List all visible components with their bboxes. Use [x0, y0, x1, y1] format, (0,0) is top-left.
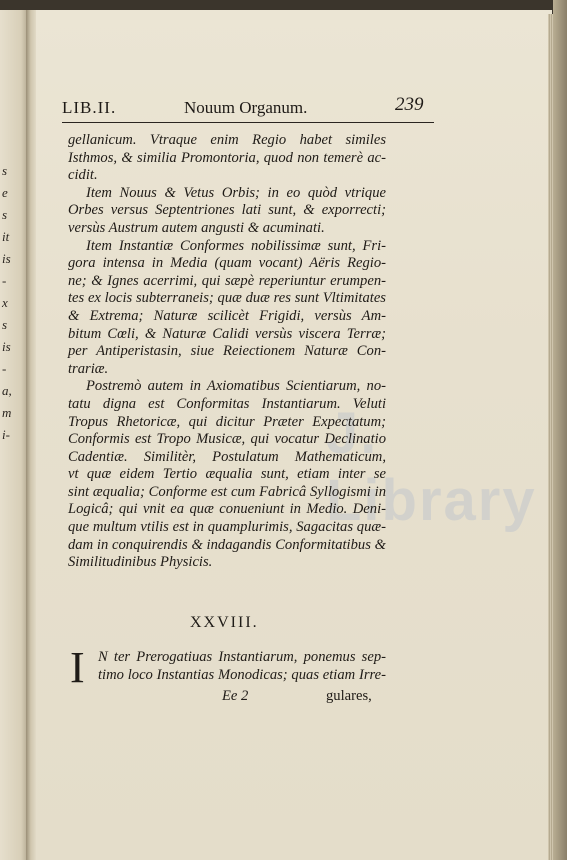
section-heading: XXVIII. [190, 614, 259, 631]
text-line: per Antiperistasin, siue Reiectionem Naturæ Con- [68, 343, 386, 360]
text-line: N ter Prerogatiuas Instantiarum, ponemus sep- [98, 649, 386, 665]
text-line: Tropus Rhetoricæ, qui dicitur Præter Expectatum; [68, 413, 386, 430]
facing-page-char: s [2, 207, 8, 222]
text-line: tes ex locis subterraneis; quæ duæ res sunt Vltimitates [68, 290, 386, 307]
facing-page-fragments [2, 160, 26, 446]
facing-page-char: - [2, 361, 7, 376]
text-line: dam in conquirendis & indagandis Conformitatibus & [68, 536, 386, 553]
text-line: Similitudinibus Physicis. [68, 554, 213, 571]
page-number: 239 [395, 94, 424, 115]
text-line: tatu digna est Conformitas Instantiarum. Veluti [68, 395, 386, 412]
facing-page-char: s [2, 163, 8, 178]
facing-page-char: i- [2, 427, 10, 442]
watermark: J. Library [326, 401, 537, 533]
text-line: bitum Cœli, & Naturæ Calidi versùs viscera Terræ; [68, 325, 386, 342]
text-line: gellanicum. Vtraque enim Regio habet similes [68, 132, 386, 148]
facing-page-char: e [2, 185, 8, 200]
text-line: trariæ. [68, 360, 109, 377]
text-line: Item Nouus & Vetus Orbis; in eo quòd vtrique [86, 184, 386, 201]
paragraph [68, 378, 386, 572]
text-line: Cadentiæ. Similitèr, Postulatum Mathematicum, [68, 448, 386, 465]
signature-mark: Ee 2 [222, 688, 249, 704]
paragraph [68, 238, 386, 379]
text-line: Isthmos, & similia Promontoria, quod non temerè ac- [68, 149, 386, 166]
catchword: gulares, [326, 688, 372, 704]
facing-page-char: s [2, 317, 8, 332]
facing-page-char: is [2, 251, 11, 266]
text-line: Orbes versus Septentriones lati sunt, & exporrecti; [68, 202, 386, 219]
text-line: Conformis est Tropo Musicæ, qui vocatur Declinatio [68, 431, 386, 448]
text-line: ne; & Ignes acerrimi, qui sæpè reperiuntur erumpen- [68, 272, 386, 289]
text-line: timo loco Instantias Monodicas; quas etiam Irre- [98, 667, 386, 683]
paragraph [68, 185, 386, 238]
text-line: que multum vtilis est in quamplurimis, Sagacitas quæ- [68, 519, 386, 536]
facing-page-char: it [2, 229, 10, 244]
facing-page-char: is [2, 339, 11, 354]
final-paragraph [98, 648, 386, 684]
running-header [62, 92, 434, 128]
text-line: Item Instantiæ Conformes nobilissimæ sunt, Fri- [86, 237, 386, 254]
text-line: Postremò autem in Axiomatibus Scientiarum, no- [86, 378, 386, 395]
facing-page-char: m [2, 405, 12, 420]
text-line: gora intensa in Media (quam vocant) Aëris Regio- [68, 255, 386, 272]
book-number: LIB.II. [62, 98, 117, 117]
text-line: cidit. [68, 167, 98, 184]
text-line: versùs Austrum autem angusti & acuminati. [68, 219, 325, 236]
running-title: Nouum Organum. [184, 98, 308, 117]
text-line: vt quæ eidem Tertio æqualia sunt, etiam inter se [68, 466, 386, 483]
body-text [68, 132, 386, 572]
facing-page-char: x [2, 295, 8, 310]
paragraph [68, 132, 386, 185]
facing-page-char: a, [2, 383, 12, 398]
text-line: sint æqualia; Conforme est cum Fabricâ Syllogismi in [68, 483, 386, 500]
drop-capital: I [70, 643, 85, 692]
text-line: Logicâ; qui vnit ea quæ conueniunt in Medio. Deni- [68, 501, 386, 518]
facing-page-char: - [2, 273, 7, 288]
header-rule [62, 122, 434, 123]
text-line: & Extrema; Naturæ scilicèt Frigidi, versùs Am- [68, 307, 386, 324]
